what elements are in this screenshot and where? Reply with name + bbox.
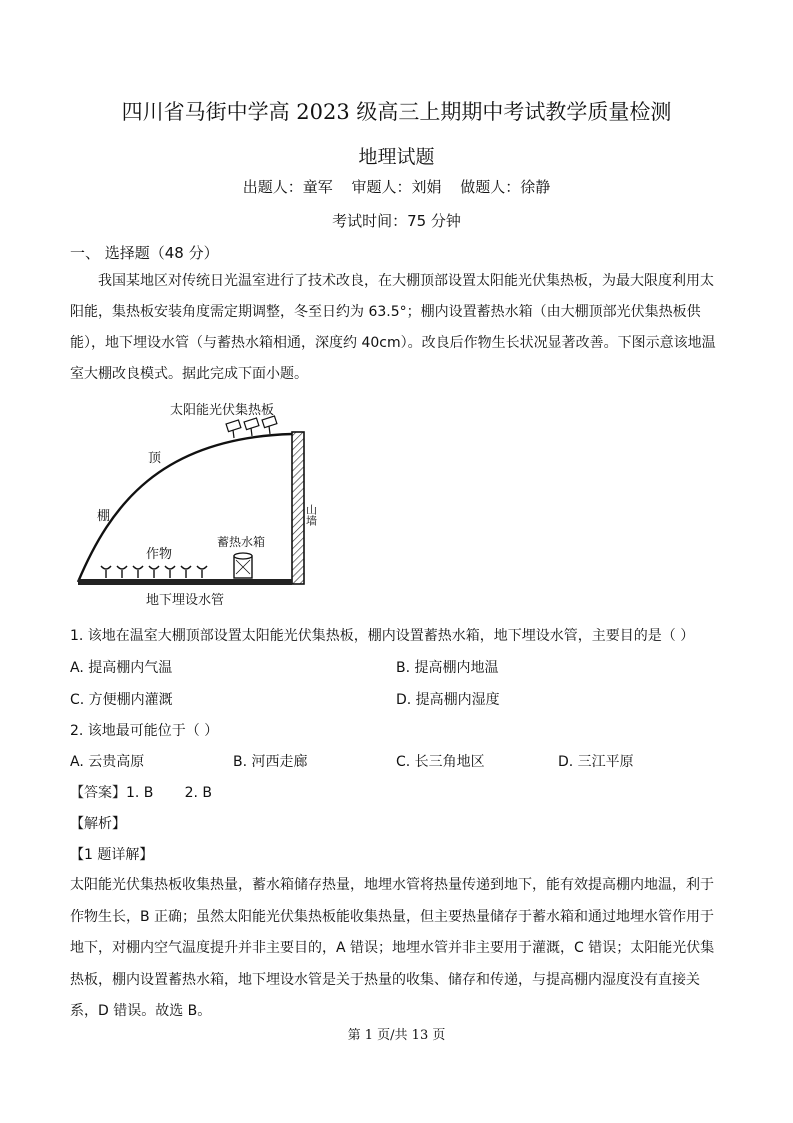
page-subtitle: 地理试题 <box>358 146 435 168</box>
answer-text: 1. B 2. B <box>126 785 212 801</box>
question-2-option-c: C. 长三角地区 <box>396 754 485 770</box>
author-line <box>0 176 793 197</box>
page-title: 四川省马街中学高 2023 级高三上期期中考试教学质量检测 <box>121 100 672 124</box>
greenhouse-roof <box>78 434 292 582</box>
question-1-stem: 1. 该地在温室大棚顶部设置太阳能光伏集热板，棚内设置蓄热水箱，地下埋设水管，主要目的是（ ） <box>70 628 695 644</box>
question-1-option-b: B. 提高棚内地温 <box>396 660 499 676</box>
crop-plants <box>101 566 207 578</box>
question-2-option-d: D. 三江平原 <box>558 754 634 770</box>
detail-label: 【1 题详解】 <box>70 847 154 863</box>
page-footer: 第 1 页/共 13 页 <box>347 1028 446 1043</box>
label-solar-panel: 太阳能光伏集热板 <box>170 403 275 418</box>
mountain-wall <box>292 432 304 584</box>
intro-paragraph: 我国某地区对传统日光温室进行了技术改良，在大棚顶部设置太阳能光伏集热板，为最大限度利用太阳能，集热板安装角度需定期调整，冬至日约为 63.5°；棚内设置蓄热水箱（由大棚顶部光伏集热板供能），地下埋设水管（与蓄热水箱相通，深度约 40cm）。改良后作物生长状况显著改善。下图示意该地温室大棚改良模式。据此完成下面小题。 <box>70 273 716 382</box>
label-crops: 作物 <box>146 547 173 562</box>
greenhouse-figure <box>70 396 330 612</box>
question-2-stem: 2. 该地最可能位于（ ） <box>70 723 219 739</box>
label-water-tank: 蓄热水箱 <box>217 535 266 549</box>
label-roof: 顶 <box>148 451 162 466</box>
underground-pipe <box>78 579 292 585</box>
analysis-label: 【解析】 <box>70 816 126 832</box>
question-1-option-a: A. 提高棚内气温 <box>70 660 173 676</box>
question-2-option-a: A. 云贵高原 <box>70 754 145 770</box>
label-shed: 棚 <box>97 509 111 524</box>
exam-time: 考试时间：75 分钟 <box>332 212 461 230</box>
author-solver: 做题人：徐静 <box>460 178 551 196</box>
heat-storage-tank <box>234 553 252 578</box>
question-2-option-b: B. 河西走廊 <box>233 754 308 770</box>
label-underground-pipe: 地下埋设水管 <box>146 593 225 608</box>
label-mountain-wall: 山墙 <box>304 504 318 526</box>
question-1-option-d: D. 提高棚内湿度 <box>396 692 500 708</box>
section-heading: 一、 选择题（48 分） <box>70 244 219 262</box>
author-reviewer: 审题人：刘娟 <box>351 178 442 196</box>
detail-paragraph: 太阳能光伏集热板收集热量，蓄水箱储存热量，地埋水管将热量传递到地下，能有效提高棚内地温，利于作物生长，B 正确；虽然太阳能光伏集热板能收集热量，但主要热量储存于蓄水箱和通过地埋水管作用于地下，对棚内空气温度提升并非主要目的，A 错误；地埋水管并非主要用于灌溉，C 错误；太阳能光伏集热板，棚内设置蓄热水箱，地下埋设水管是关于热量的收集、储存和传递，与提高棚内湿度没有直接关系，D 错误。故选 B。 <box>70 877 715 1019</box>
question-1-option-c: C. 方便棚内灌溉 <box>70 692 173 708</box>
answer-line <box>70 782 212 802</box>
author-setter: 出题人：童军 <box>242 178 333 196</box>
answer-label: 【答案】 <box>70 785 126 801</box>
